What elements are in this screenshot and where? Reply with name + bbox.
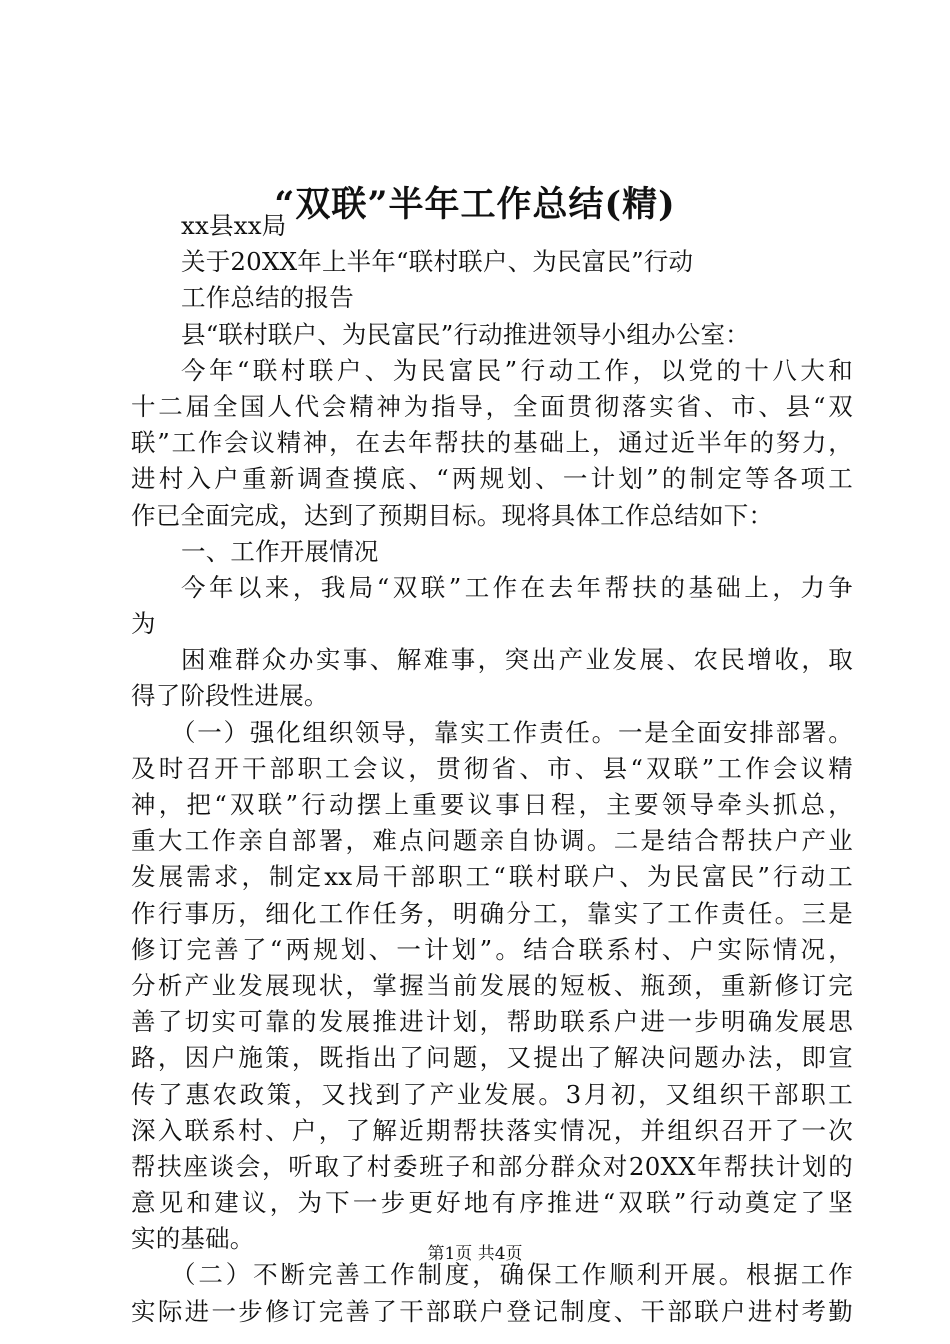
text-line: 联”工作会议精神，在去年帮扶的基础上，通过近半年的努力，	[131, 428, 853, 458]
text-line: 困难群众办实事、解难事，突出产业发展、农民增收，取	[181, 645, 853, 675]
text-line: 作行事历，细化工作任务，明确分工，靠实了工作责任。三是	[131, 898, 853, 928]
text-line: 深入联系村、户，了解近期帮扶落实情况，并组织召开了一次	[131, 1115, 853, 1145]
text-line: 今年“联村联户、为民富民”行动工作，以党的十八大和	[181, 355, 853, 385]
text-line: 帮扶座谈会，听取了村委班子和部分群众对20XX年帮扶计划的	[131, 1151, 853, 1181]
document-body	[131, 208, 853, 1330]
document-title: “双联”半年工作总结(精)	[274, 184, 676, 225]
text-line: 为	[131, 609, 156, 639]
text-line: 工作总结的报告	[181, 283, 354, 313]
text-line: 意见和建议，为下一步更好地有序推进“双联”行动奠定了坚	[131, 1188, 853, 1218]
text-line: 路，因户施策，既指出了问题，又提出了解决问题办法，即宣	[131, 1043, 853, 1073]
text-line: 传了惠农政策，又找到了产业发展。3月初，又组织干部职工	[131, 1079, 853, 1109]
text-line: 发展需求，制定xx局干部职工“联村联户、为民富民”行动工	[131, 862, 853, 892]
text-line: 神，把“双联”行动摆上重要议事日程，主要领导牵头抓总，	[131, 790, 853, 819]
text-line: 实际进一步修订完善了干部联户登记制度、干部联户进村考勤	[131, 1296, 853, 1326]
text-line: 关于20XX年上半年“联村联户、为民富民”行动	[181, 247, 694, 277]
text-line: 得了阶段性进展。	[131, 681, 329, 711]
subsection-heading: （二）不断完善工作制度，确保工作顺利开展。根据工作	[171, 1260, 853, 1290]
text-line: 修订完善了“两规划、一计划”。结合联系村、户实际情况，	[131, 934, 853, 964]
text-line: 重大工作亲自部署，难点问题亲自协调。二是结合帮扶户产业	[131, 826, 853, 856]
page-footer: 第1页 共4页	[427, 1244, 523, 1264]
text-line: 善了切实可靠的发展推进计划，帮助联系户进一步明确发展思	[131, 1007, 853, 1037]
text-line: 及时召开干部职工会议，贯彻省、市、县“双联”工作会议精	[131, 753, 853, 783]
text-line: 十二届全国人代会精神为指导，全面贯彻落实省、市、县“双	[131, 391, 853, 421]
text-line: 分析产业发展现状，掌握当前发展的短板、瓶颈，重新修订完	[131, 970, 853, 1000]
text-line: 进村入户重新调查摸底、“两规划、一计划”的制定等各项工	[131, 464, 853, 494]
text-line: 县“联村联户、为民富民”行动推进领导小组办公室：	[181, 319, 750, 349]
text-line: 实的基础。	[131, 1224, 255, 1254]
text-line: 今年以来，我局“双联”工作在去年帮扶的基础上，力争	[181, 572, 853, 602]
text-line: 作已全面完成，达到了预期目标。现将具体工作总结如下：	[131, 500, 774, 530]
text-line: xx县xx局	[181, 211, 287, 240]
section-heading: 一、工作开展情况	[181, 536, 379, 566]
subsection-heading: （一）强化组织领导，靠实工作责任。一是全面安排部署。	[171, 717, 853, 747]
